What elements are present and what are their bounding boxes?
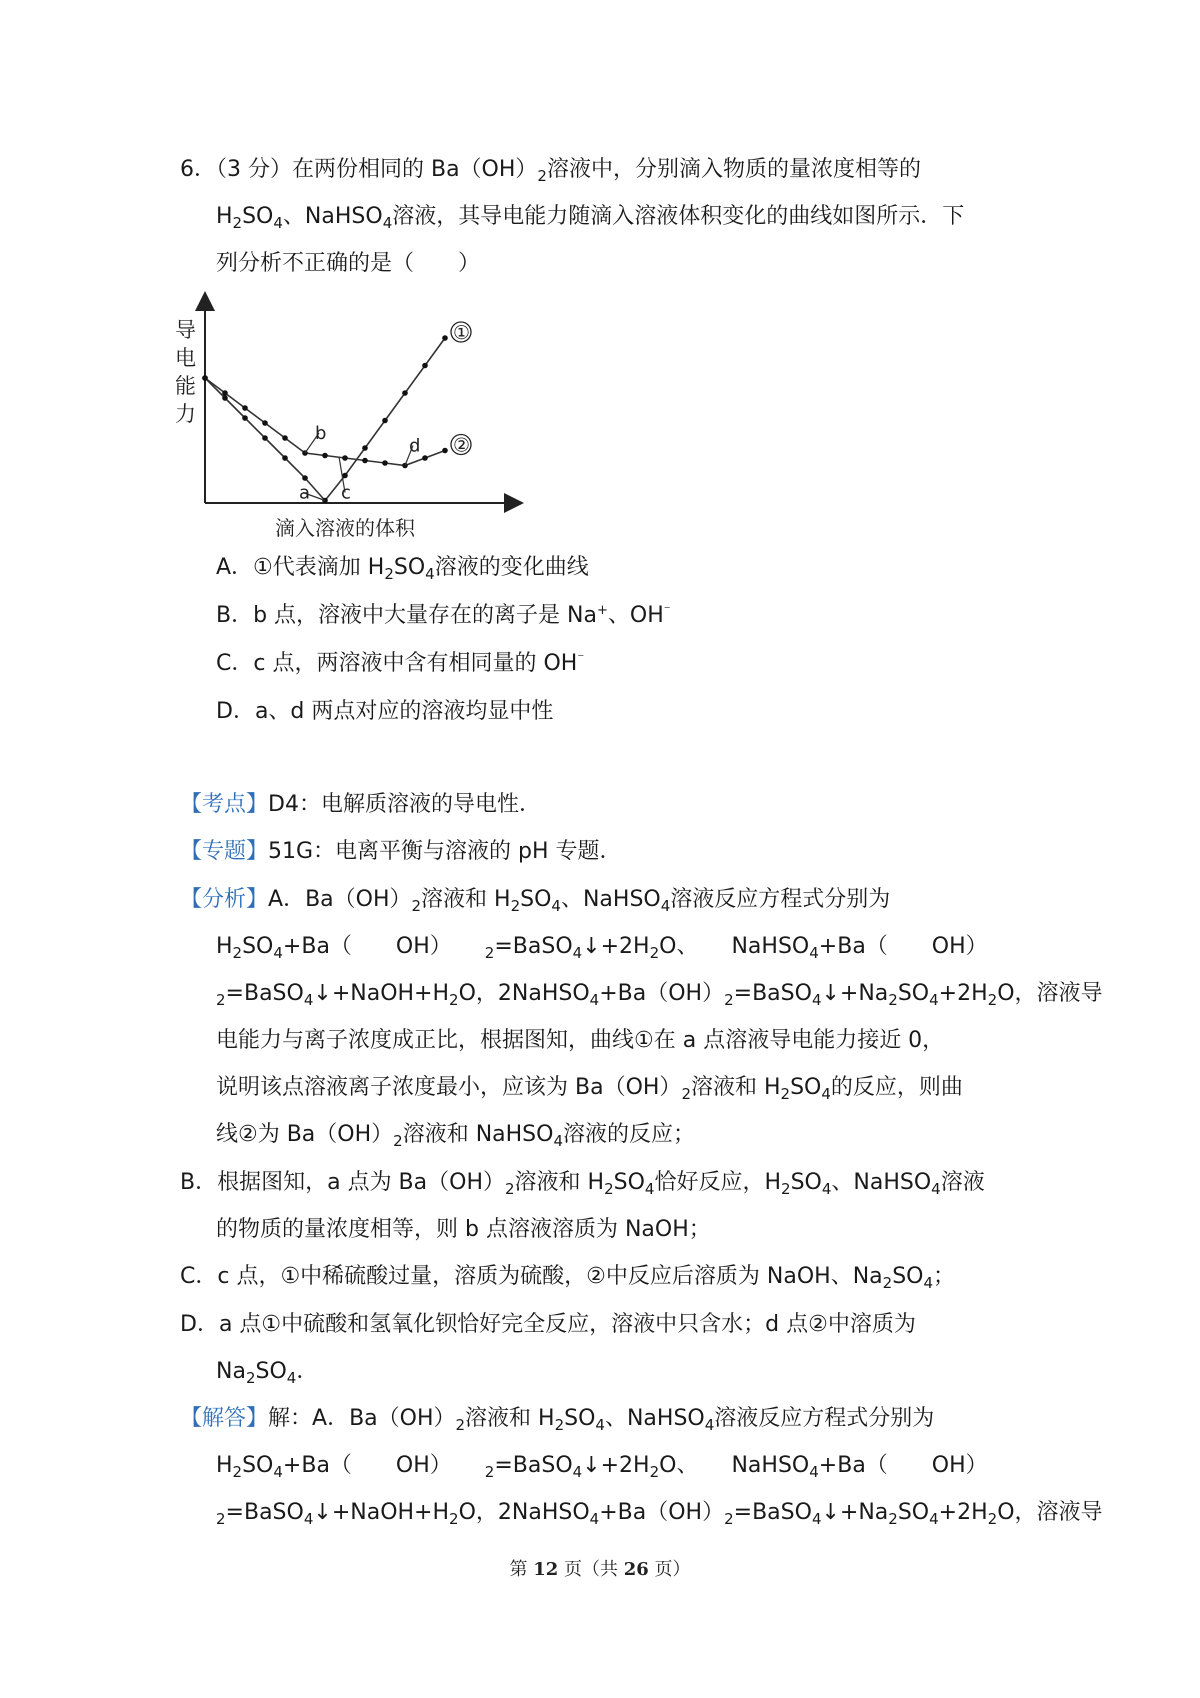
fenxi-line-1: 【分析】A．$Ba(OH)_2$溶液和 $H_2SO_4$、NaHSO$_4$溶液反应方程式分别为 bbox=[180, 887, 891, 915]
point-label-b: b bbox=[315, 423, 327, 444]
x-axis-label: 滴入溶液的体积 bbox=[275, 516, 415, 540]
series-1-point bbox=[422, 363, 428, 369]
series-2-point bbox=[342, 455, 348, 461]
zhuanti-line: 【专题】51G：电离平衡与溶液的 pH 专题． bbox=[180, 839, 622, 864]
series-label-1: ① bbox=[453, 322, 471, 344]
series-2-point bbox=[262, 420, 268, 426]
fenxi-line-10: D．a 点①中硫酸和氢氧化钡恰好完全反应，溶液中只含水；d 点②中溶质为 bbox=[180, 1312, 916, 1337]
series-line-1 bbox=[205, 338, 445, 501]
option-c: C．c 点，两溶液中含有相同量的 OH⁻ bbox=[216, 651, 585, 676]
jieda-line-1: 【解答】解：A．$Ba(OH)_2$溶液和 $H_2SO_4$、NaHSO$_4$溶液反应方程式分别为 bbox=[180, 1406, 935, 1434]
series-2-point bbox=[282, 435, 288, 441]
series-1-point bbox=[402, 390, 408, 396]
question-text: 6．（3 分）在两份相同的 Ba（OH） bbox=[180, 157, 538, 182]
question-line-1: 6．（3 分）在两份相同的 $Ba(OH)_2$溶液中，分别滴入物质的量浓度相等的 bbox=[180, 157, 921, 185]
series-1-point bbox=[242, 415, 248, 421]
fenxi-line-5: 说明该点溶液离子浓度最小，应该为 $Ba(OH)_2$溶液和 $H_2SO_4$的反应，则曲 bbox=[216, 1075, 963, 1103]
series-1-point bbox=[302, 475, 308, 481]
fenxi-line-8: 的物质的量浓度相等，则 b 点溶液溶质为 NaOH； bbox=[216, 1217, 711, 1242]
series-2-point bbox=[222, 390, 228, 396]
page-footer: 第 12 页（共 26 页） bbox=[509, 1559, 691, 1580]
question-line-2: $H_2SO_4$、NaHSO$_4$溶液，其导电能力随滴入溶液体积变化的曲线如图所示．下 bbox=[216, 204, 965, 232]
series-2-point bbox=[242, 405, 248, 411]
fenxi-line-3: $_2=BaSO_4↓+NaOH+H_2O$，$2NaHSO_4+Ba(OH)_2=BaSO_4↓+Na_2SO_4+2H_2O$，溶液导 bbox=[216, 981, 1103, 1009]
point-label-a: a bbox=[299, 482, 311, 504]
series-2-point bbox=[362, 458, 368, 464]
option-b: B．b 点，溶液中大量存在的离子是 Na+、OH⁻ bbox=[216, 603, 671, 628]
series-1-point bbox=[282, 455, 288, 461]
question-line-3: 列分析不正确的是（ ） bbox=[216, 251, 481, 276]
jieda-line-2: $H_2SO_4+Ba$（ OH） $_2=BaSO_4↓+2H_2O$、 NaHSO$_4$+Ba（ OH） bbox=[216, 1453, 988, 1481]
y-axis-label-char: 力 bbox=[175, 402, 196, 426]
y-axis-label bbox=[175, 318, 196, 426]
option-a: A．①代表滴加 $H_2SO_4$溶液的变化曲线 bbox=[216, 555, 589, 583]
y-axis-label-char: 能 bbox=[175, 374, 196, 398]
series-2-point bbox=[202, 375, 208, 381]
series-label-2: ② bbox=[453, 434, 471, 457]
series-1-point bbox=[442, 335, 448, 341]
fenxi-line-4: 电能力与离子浓度成正比，根据图知，曲线①在 a 点溶液导电能力接近 0， bbox=[216, 1028, 945, 1053]
series-1-point bbox=[382, 418, 388, 424]
conductivity-chart bbox=[175, 285, 735, 540]
series-2-point bbox=[322, 453, 328, 459]
jieda-line-3: $_2=BaSO_4↓+NaOH+H_2O$，$2NaHSO_4+Ba(OH)_2=BaSO_4↓+Na_2SO_4+2H_2O$，溶液导 bbox=[216, 1500, 1103, 1528]
option-d: D．a、d 两点对应的溶液均显中性 bbox=[216, 699, 554, 724]
point-label-c: c bbox=[341, 482, 351, 504]
y-axis-label-char: 电 bbox=[175, 346, 196, 370]
point-label-d: d bbox=[409, 435, 421, 457]
series-2-point bbox=[382, 460, 388, 466]
series-1-point bbox=[262, 435, 268, 441]
fenxi-line-9: C．c 点，①中稀硫酸过量，溶质为硫酸，②中反应后溶质为 NaOH、$Na_2SO_4$； bbox=[180, 1264, 956, 1292]
fenxi-line-2: $H_2SO_4+Ba$（ OH） $_2=BaSO_4↓+2H_2O$、 NaHSO$_4$+Ba（ OH） bbox=[216, 934, 988, 962]
series-1-point bbox=[362, 445, 368, 451]
y-axis-label-char: 导 bbox=[175, 318, 196, 342]
series-2-point bbox=[442, 448, 448, 454]
fenxi-line-6: 线②为 $Ba(OH)_2$溶液和 NaHSO$_4$溶液的反应； bbox=[216, 1122, 696, 1150]
fenxi-line-11: $Na_2SO_4$． bbox=[216, 1359, 319, 1387]
kaodian-line: 【考点】D4：电解质溶液的导电性． bbox=[180, 792, 541, 817]
series-1-point bbox=[222, 395, 228, 401]
fenxi-line-7: B．根据图知，a 点为 $Ba(OH)_2$溶液和 $H_2SO_4$恰好反应，$H_2SO_4$、NaHSO$_4$溶液 bbox=[180, 1170, 985, 1198]
series-2-point bbox=[422, 455, 428, 461]
